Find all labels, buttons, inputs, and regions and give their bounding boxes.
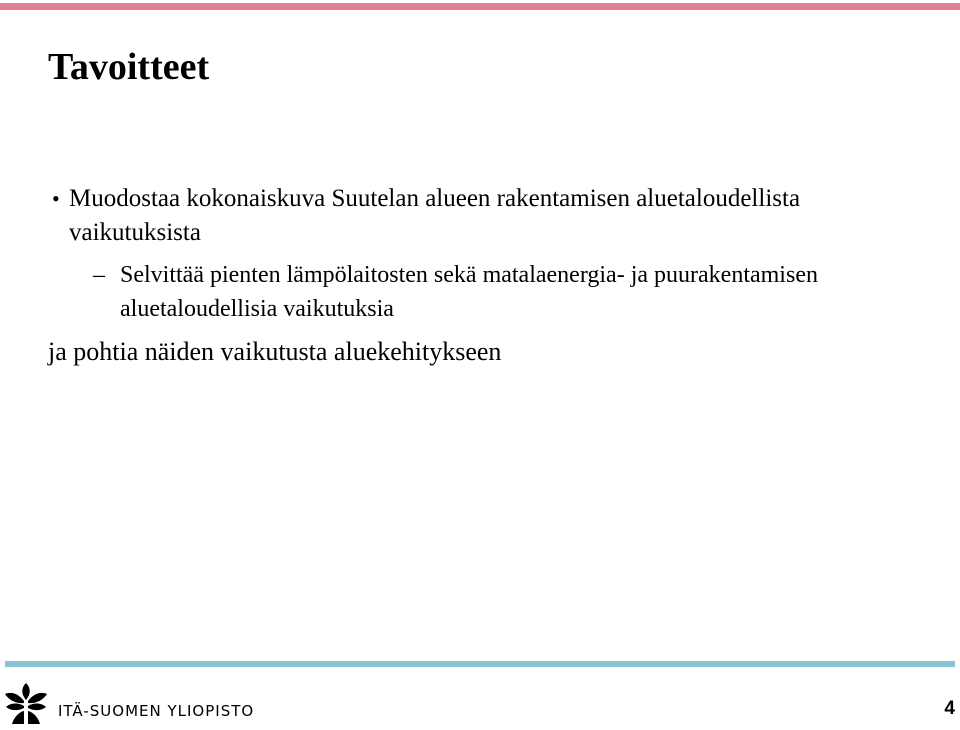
- bottom-accent-bar: [5, 661, 955, 667]
- page-number: 4: [944, 698, 955, 719]
- top-accent-bar: [0, 3, 960, 10]
- continuation-paragraph: ja pohtia näiden vaikutusta aluekehitykseen: [48, 337, 502, 366]
- uef-leaf-logo-icon: [3, 680, 49, 726]
- sub-bullet-text: Selvittää pienten lämpölaitosten sekä matalaenergia- ja puurakentamisen aluetaloudellisia vaikutuksia: [120, 262, 818, 322]
- bullet-text: Muodostaa kokonaiskuva Suutelan alueen rakentamisen aluetaloudellista vaikutuksista: [69, 185, 801, 246]
- bullet-dot: •: [52, 186, 60, 211]
- slide-title: Tavoitteet: [48, 46, 210, 88]
- bullet-level-2: [93, 258, 953, 326]
- university-name: ITÄ-SUOMEN YLIOPISTO: [58, 702, 255, 720]
- bullet-level-1: [52, 182, 912, 250]
- bullet-dash: –: [93, 262, 105, 288]
